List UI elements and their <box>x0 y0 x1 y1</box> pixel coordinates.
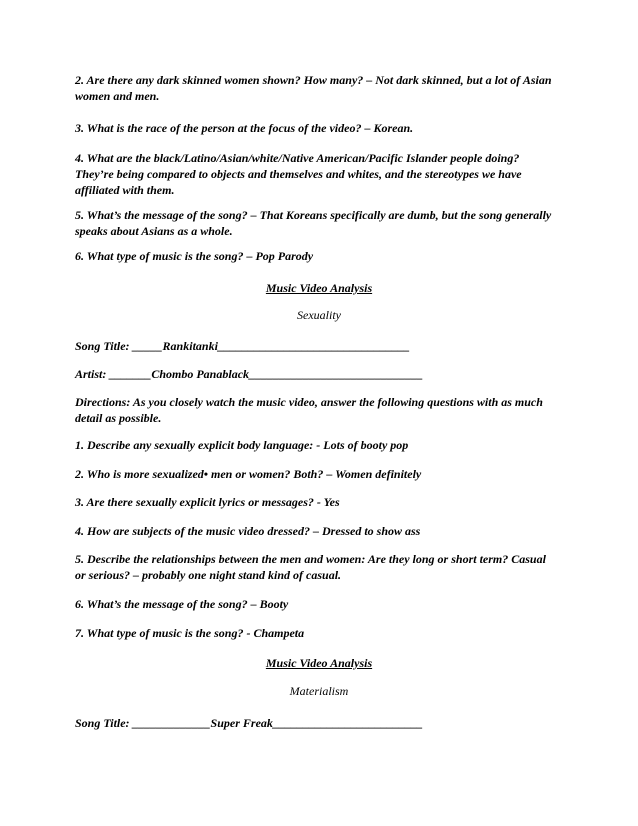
sexuality-question-4: 4. How are subjects of the music video dressed? – Dressed to show ass <box>75 524 421 538</box>
section-heading-materialism: Music Video Analysis <box>265 656 373 670</box>
question-5-message: 5. What’s the message of the song? – That Koreans specifically are dumb, but the song generally speaks about Asians as a whole. <box>75 208 552 238</box>
question-2-dark-skinned: 2. Are there any dark skinned women shown? How many? – Not dark skinned, but a lot of Asian women and men. <box>75 73 552 103</box>
directions: Directions: As you closely watch the music video, answer the following questions with as much detail as possible. <box>75 395 543 425</box>
sexuality-question-3: 3. Are there sexually explicit lyrics or messages? - Yes <box>75 495 340 509</box>
sexuality-question-5: 5. Describe the relationships between the men and women: Are they long or short term? Casual or serious? – probably one night stand kind of casual. <box>75 552 546 582</box>
artist-1: Artist: _______Chombo Panablack_____________________________ <box>75 367 424 381</box>
sexuality-question-7: 7. What type of music is the song? - Champeta <box>75 626 305 640</box>
section-heading-sexuality: Music Video Analysis <box>265 281 373 295</box>
song-title-2: Song Title: _____________Super Freak_________________________ <box>75 716 423 730</box>
question-6-type: 6. What type of music is the song? – Pop Parody <box>75 249 314 263</box>
sexuality-question-1: 1. Describe any sexually explicit body language: - Lots of booty pop <box>75 438 409 452</box>
sexuality-question-2: 2. Who is more sexualized• men or women? Both? – Women definitely <box>75 467 422 481</box>
sexuality-question-6: 6. What’s the message of the song? – Booty <box>75 597 289 611</box>
question-3-race: 3. What is the race of the person at the focus of the video? – Korean. <box>75 121 414 135</box>
section-subtitle-sexuality: Sexuality <box>297 308 341 322</box>
section-subtitle-materialism: Materialism <box>289 684 349 698</box>
question-4-doing: 4. What are the black/Latino/Asian/white/Native American/Pacific Islander people doing? They’re being compared to objects and themselves and whites, and the stereotypes we have affiliated with them. <box>75 151 522 197</box>
song-title-1: Song Title: _____Rankitanki________________________________ <box>75 339 410 353</box>
